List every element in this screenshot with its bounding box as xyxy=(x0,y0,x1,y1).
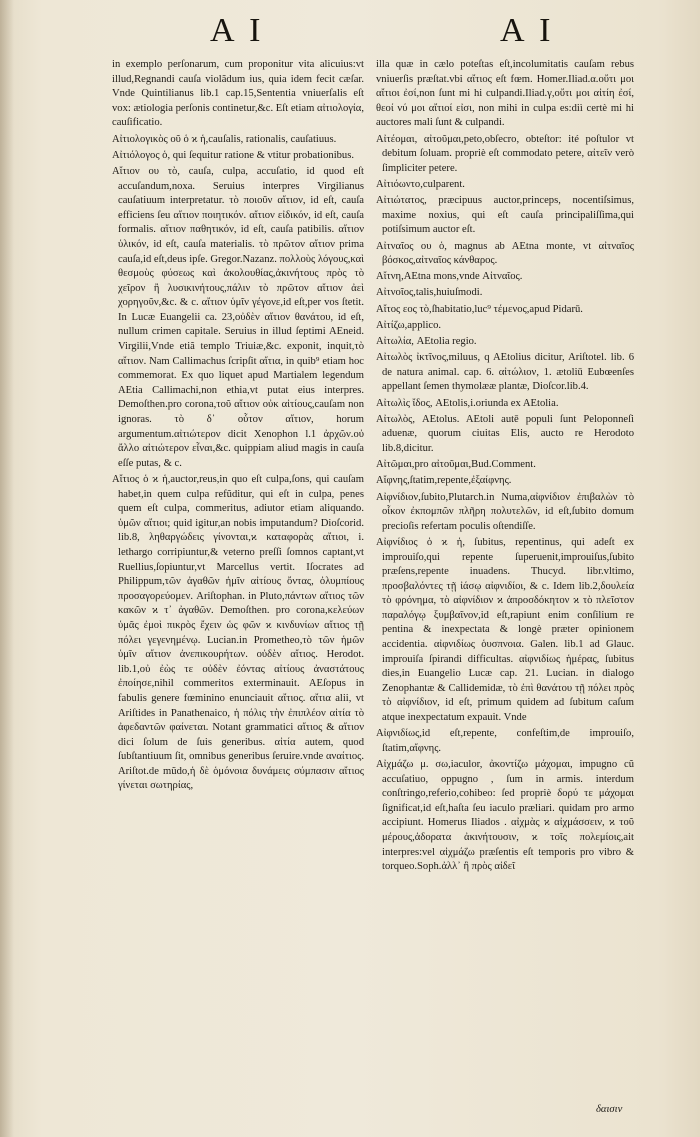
dictionary-entry: in exemplo perſonarum, cum proponitur vita alicuius:vt illud,Regnandi cauſa violãdum ius, quia idem fecit cæſar. Vnde Quintilianus lib.1 cap.15,Sententia vniuerſalis eſt vox: ætiologia perſonis continetur,&c. Eſt etiam αἰτιολογία, cauſificatio. xyxy=(112,59,364,129)
dictionary-entry: Αἰτωλὶς ἴδος, AEtolis,i.oriunda ex AEtolia. xyxy=(376,397,559,409)
dictionary-entry: Αἴτιος ὁ ϰ ἡ,auctor,reus,in quo eſt culpa,ſons, qui cauſam habet,in quem culpa refũditur, qui eſt in culpa, penes quem eſt culpa, commeritus, adiutor etiam aliquando. ὑμῶν αἴτιοι; quid igitur,an nobis imputandum? Dioſcorid. lib.8, ληθαργώδεις γίνονται,ϰ καταφορὰς αἴτιοι, i. lethargo corripiuntur,& veterno preſſi ſomnos captant,vt Ruellius,ſopiuntur,vt Marcellus vertit. Iſocrates ad Philippum,τῶν ἀγαθῶν ἡμῖν αἰτίους ὄντας, ὀλυμπίους προσαγορεύομεν. Ariſtophan. in Pluto,πάντων αἴτιος τῶν κακῶν ϰ τ᾽ ἀγαθῶν. Demoſthen. pro corona,κελεύων ὑμᾶς ἐμοὶ πικρὸς ἔχειν ὡς φῶν ϰ κινδυνίων αἴτιος τῇ πόλει γεγενημένῳ. Lucian.in Prometheo,τὸ τῶν ἡμῶν ὑμῖν αἴτιον ἀνεπικουρήτων. οὐδὲν αἴτιος. Herodot. lib.1,οὐ ἐὼς τε οὐδὲν ἐόντας αἰτίους ἀναστάτους ἐποίησε,nihil commeritos exterminauit. AEſopus in fabulis genere fœminino enunciauit αἴτιος. αἴτια alii, vt Ariſtides in Panathenaico, ἡ πόλις τὴν ἐπιπλέον αἰτία τὸ ἀφεδαντῶν φαίνεται. Notant grammatici αἴτιος & αἴτιον dici ſolum de ſuis generibus. αἰτία autem, quod ſubſtantiuum ſit, omnibus generibus ſeruire.vnde αναίτιος. Ariſtot.de mũdo,ἡ δὲ ὁμόνοια δυνάμεις σύμπασιν αἴτιος γίνεται σωτηρίας, xyxy=(112,474,364,792)
dictionary-entry: Αἰφνίδιον,ſubito,Plutarch.in Numa,αἰφνίδιον ἐπιβαλὼν τὸ οἶκον ἐκπομπῶν πλῆρη πολυτελῶν, id eſt,ſubito domum precioſis refertam poculis oſtendiſſe. xyxy=(376,491,634,532)
dictionary-entry: Αἰτῶμαι,pro αἰτοῦμαι,Bud.Comment. xyxy=(376,459,536,471)
dictionary-entry: Αἰτιώτατος, præcipuus auctor,princeps, nocentiſsimus, maxime noxius, qui eſt cauſa principaliſſima,qui potiſsimum auctor eſt. xyxy=(376,195,634,236)
dictionary-entry: illa quæ in cælo poteſtas eſt,incolumitatis cauſam rebus vniuerſis præſtat.vbi αἴτιος eſt fœm. Homer.Iliad.α.οὔτι μοι αἴτιοι ἐσί,non ſunt mi hi culpandi.Iliad.γ,οὔτι μοι αἰτίη ἐσί, θεοί νύ μοι αἴτιοί εἰσι, non mihi in culpa es:diì certè mi hi auctores mali ſunt & culpandi. xyxy=(376,59,634,129)
catchword: δαισιν xyxy=(596,1104,623,1115)
dictionary-entry: Αἰτναῖος ου ὁ, magnus ab AEtna monte, vt αἰτναῖος βόσκος,αἰτναῖος κάνθαρος. xyxy=(376,240,634,267)
dictionary-entry: Αἰτιόλογος ὁ, qui ſequitur ratione & vtitur probationibus. xyxy=(112,149,354,161)
dictionary-entry: Αἰτέομαι, αἰτοῦμαι,peto,obſecro, obteſtor: ité poſtulor vt debitum ſoluam. propriè eſt commodato petere, αἰτεῖν verò ſimpliciter petere. xyxy=(376,133,634,174)
dictionary-entry: Αἴφνης,ſtatim,repente,ἐξαίφνης. xyxy=(376,475,512,487)
dictionary-entry: Αἰτιόωντο,culparent. xyxy=(376,178,465,190)
dictionary-entry: Αἰτίζω,applico. xyxy=(376,319,442,331)
right-column xyxy=(376,58,634,876)
dictionary-entry: Αἰτωλὸς ἰκτῖνος,miluus, q AEtolius dicitur, Ariſtotel. lib. 6 de natura animal. cap. 6. αἰτώλιον, 1. ætoliū Eubœenſes appellant ſemen thymolææ plantæ, Dioſcor.lib.4. xyxy=(376,352,634,393)
dictionary-entry: Αἰτιολογικὸς οῦ ὁ ϰ ἡ,cauſalis, rationalis, cauſatiuus. xyxy=(112,133,337,145)
dictionary-entry: Αἰτωλὸς, AEtolus. AEtoli autē populi ſunt Peloponneſi aduenæ, quorum ciuitas Elis, aucto re Herodoto lib.8,dicitur. xyxy=(376,413,634,454)
running-head-left: A I xyxy=(210,12,265,49)
dictionary-entry: Αἰτνοῖος,talis,huiuſmodi. xyxy=(376,287,483,299)
running-head-right: A I xyxy=(500,12,555,49)
dictionary-entry: Αἰφνίδιος ὁ ϰ ἡ, ſubitus, repentinus, qui adeſt ex improuiſo,qui repente ſuperuenit,improuiſus,ſubito præſens,repente inuadens. Thucyd. libr.vltimo, προσβαλόντες τῇ ἰάσῳ αἰφνιδίοι, & c. Idem lib.2,δουλεία τὸ φρόνημα, τὸ αἰφνίδιον ϰ ἀπροσδόκητον ϰ τὸ πλεῖστον παραλόγῳ ξυμβαῖνον,id eſt,rapiunt enim conſilium re pentina & inexpectata & longè præter opinionem accidentia. αἰφνιδίως ὁυσπνοια. Galen. lib.1 ad Glauc. improuiſa ſpirandi difficultas. αἰφνιδίως ἡμέρας, ſubitus dies,in Euangelio Lucæ cap. 21. Lucian. in dialogo Zenophantæ & Callidemidæ, τὸ ἐπὶ θανάτου τῇ πόλει πρὸς τὸ αἰφνίδιον, id eſt, primum quidem ad ſubitum caſum atque inexpectatum expauit. Vnde xyxy=(376,536,634,724)
left-column xyxy=(112,58,364,796)
dictionary-entry: Αἴτος εος τὸ,ſhabitatio,luc⁹ τέμενος,apud Pidarū. xyxy=(376,303,583,315)
dictionary-entry: Αἴτιον ου τὸ, cauſa, culpa, accuſatio, id quod eſt accuſandum,noxa. Seruius interpres Virgilianus cauſatiuum interpretatur. τὸ ποιοῦν αἴτιον, id eſt, cauſa efficiens ſeu αἴτιον ποιητικόν. αἴτιον εἰδικόν, id eſt, cauſa formalis. αἴτιον παθητικόν, id eſt, cauſa patibilis. αἴτιον ὑλικόν, id eſt, cauſa materialis. τὸ πρῶτον αἴτιον prima cauſa,id eſt,deus ipſe. Gregor.Nazanz. πολλοὺς λόγους,καὶ θεσμοὺς φύσεως καὶ ἀκολουθίας,ἀκινήτους πρὸς τὸ χεῖρον ἢ λυσικινήτους,πάλιν τὸ πρῶτον αἴτιον ἀεὶ χορηγοῦν,&c. & c. αἴτιον ὑμῖν γέγονε,id eſt,per vos ſtetit. In Lucæ Euangelii ca. 23,οὐδὲν αἴτιον θανάτου, id eſt, nullum crimen capitale. Seruius in illud ſeptimi AEneid. Virgilii,Vnde etiã templo Triuiæ,&c. exponit, inquit,τὸ αἴτιον. Nam Callimachus ſcripſit αἴτια, in quib⁹ etiam hoc commemorat. Ex quo liquet apud Martialem legendum AEtia Callimachi,non ethia,vt putat eius interpres. Demoſthen.pro corona,τοῦ αἴτιον οὐκ αἰτίους,cauſam non ignoras. τὸ δ᾽ οὗτον αἴτιον, horum argumentum.αἰτιώτερον dicit Xenophon l.1 ἀρχῶν.οὐ ἄλλο αἰτιώτερον εἶναι,&c. quippiam aliud magis in cauſa eſſe putas, & c. xyxy=(112,165,364,469)
binding-shadow xyxy=(0,0,14,1137)
dictionary-entry: Αἰτωλία, AEtolia regio. xyxy=(376,336,477,348)
dictionary-entry: Αἰφνιδίως,id eſt,repente, confeſtim,de improuiſo, ſtatim,αἴφνης. xyxy=(376,728,634,754)
dictionary-entry: Αἴτνη,AEtna mons,vnde Αἰτναῖος. xyxy=(376,271,523,283)
dictionary-entry: Αἰχμάζω μ. σω,iaculor, ἀκοντίζω μάχομαι, impugno cũ accuſatiuo, oppugno , ſum in armis. interdum conſtringo,referio,cohibeo: ſed propriè δορύ τε μάχομαι ſignificat,id eſt,haſta ſeu iaculo præliari. quidam pro armo accipiunt. Homerus Iliados . αἰχμὰς ϰ αἰχμάσσειν, ϰ τοῦ μέρους,ἁδορατα ἀκινήτουσιν, ϰ τοῖς πολεμίοις,ait interpres:vel αἰχμάζω præſentis eſt temporis pro vibro & torqueo.Soph.ἀλλ᾽ ἢ πρὸς αἰδεῖ xyxy=(376,759,634,873)
